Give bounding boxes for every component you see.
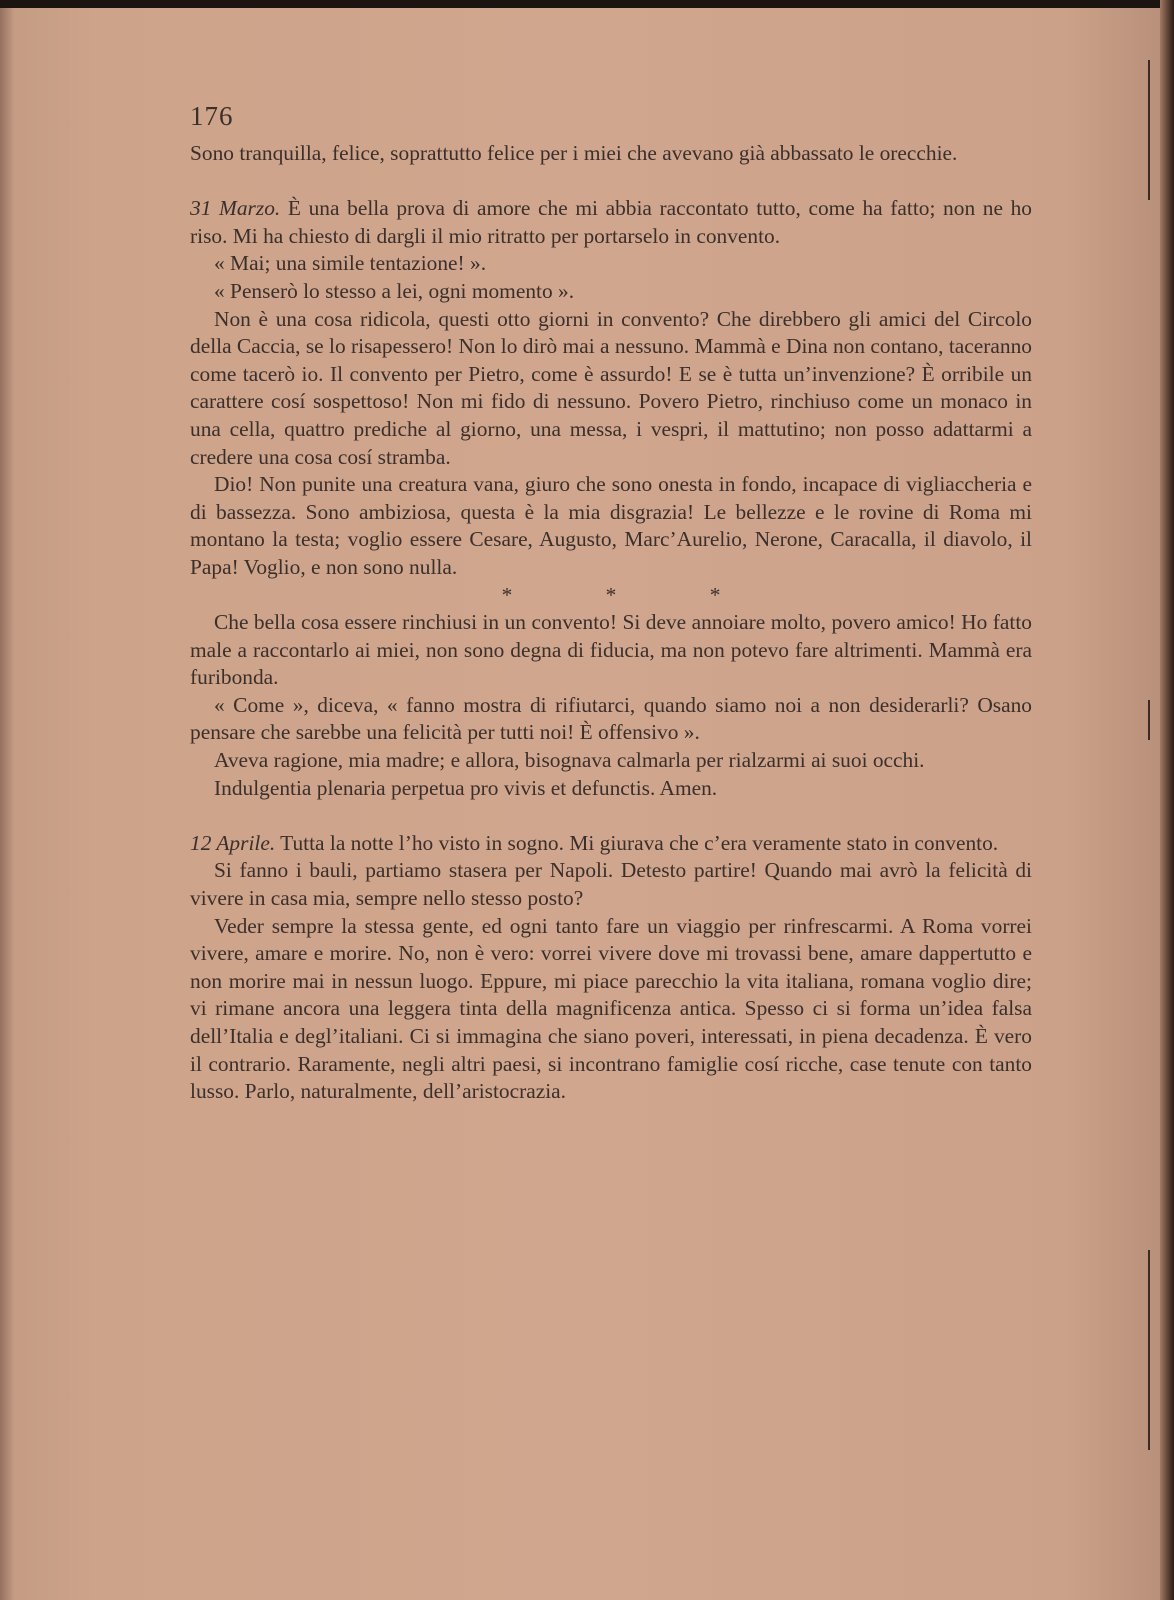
diary-entry-paragraph (190, 830, 1032, 858)
paragraph: Sono tranquilla, felice, soprattutto felice per i miei che avevano già abbassato le orecchie. (190, 141, 958, 165)
entry-text: Tutta la notte l’ho visto in sogno. Mi giurava che c’era veramente stato in convento. (275, 830, 999, 855)
paragraph: « Mai; una simile tentazione! ». (214, 251, 487, 276)
page-number: 176 (190, 101, 234, 131)
edge-shadow (1148, 60, 1150, 200)
blank-line (190, 802, 1032, 830)
paragraph: « Come », diceva, « fanno mostra di rifiutarci, quando siamo noi a non desiderarli? Osano pensare che sarebbe una felicità per tutti noi! È offensivo ». (190, 692, 1032, 745)
diary-entry-paragraph (190, 195, 1032, 250)
section-separator: * * * (501, 582, 765, 607)
paragraph: Non è una cosa ridicola, questi otto giorni in convento? Che direbbero gli amici del Circolo della Caccia, se lo risapessero! Non lo dirò mai a nessuno. Mammà e Dina non contano, taceranno come tacerò io. Il convento per Pietro, come è assurdo! E se è tutta un’invenzione? È orribile un carattere cosí sospettoso! Non mi fido di nessuno. Povero Pietro, rinchiuso come un monaco in una cella, quattro prediche al giorno, una messa, i vespri, il mattutino; non posso adattarmi a credere una cosa cosí stramba. (190, 306, 1032, 469)
page-text (190, 96, 1032, 1106)
paragraph: « Penserò lo stesso a lei, ogni momento ». (214, 278, 575, 303)
page-edge (1160, 0, 1174, 1600)
paragraph: Indulgentia plenaria perpetua pro vivis et defunctis. Amen. (214, 775, 718, 800)
paragraph: Che bella cosa essere rinchiusi in un convento! Si deve annoiare molto, povero amico! Ho fatto male a raccontarlo ai miei, non sono degna di fiducia, ma non potevo fare altrimenti. Mammà era furibonda. (190, 610, 1032, 690)
blank-line (190, 168, 1032, 196)
paragraph: Aveva ragione, mia madre; e allora, bisognava calmarla per rialzarmi ai suoi occhi. (214, 748, 925, 773)
paragraph: Dio! Non punite una creatura vana, giuro che sono onesta in fondo, incapace di vigliaccheria e di bassezza. Sono ambiziosa, questa è la mia disgrazia! Le bellezze e le rovine di Roma mi montano la testa; voglio essere Cesare, Augusto, Marc’Aurelio, Nerone, Caracalla, il diavolo, il Papa! Voglio, e non sono nulla. (190, 472, 1032, 579)
entry-text: È una bella prova di amore che mi abbia raccontato tutto, come ha fatto; non ne ho riso. Mi ha chiesto di dargli il mio ritratto per portarselo in convento. (190, 196, 1033, 248)
paragraph: Veder sempre la stessa gente, ed ogni tanto fare un viaggio per rinfrescarmi. A Roma vorrei vivere, amare e morire. No, non è vero: vorrei vivere dove mi trovassi bene, amare dappertutto e non morire mai in nessun luogo. Eppure, mi piace parecchio la vita italiana, romana voglio dire; vi rimane ancora una leggera tinta della magnificenza antica. Spesso ci si forma un’idea falsa dell’Italia e degl’italiani. Ci si immagina che siano poveri, interessati, in piena decadenza. È vero il contrario. Raramente, negli altri paesi, si incontrano famiglie cosí ricche, case tenute con tanto lusso. Parlo, naturalmente, dell’aristocrazia. (190, 913, 1032, 1104)
entry-date: 12 Aprile. (190, 830, 276, 855)
edge-shadow (1148, 700, 1150, 740)
entry-date: 31 Marzo. (190, 196, 281, 221)
paragraph: Si fanno i bauli, partiamo stasera per Napoli. Detesto partire! Quando mai avrò la felicità di vivere in casa mia, sempre nello stesso posto? (190, 858, 1032, 911)
book-page (0, 8, 1160, 1600)
edge-shadow (1148, 1250, 1150, 1450)
